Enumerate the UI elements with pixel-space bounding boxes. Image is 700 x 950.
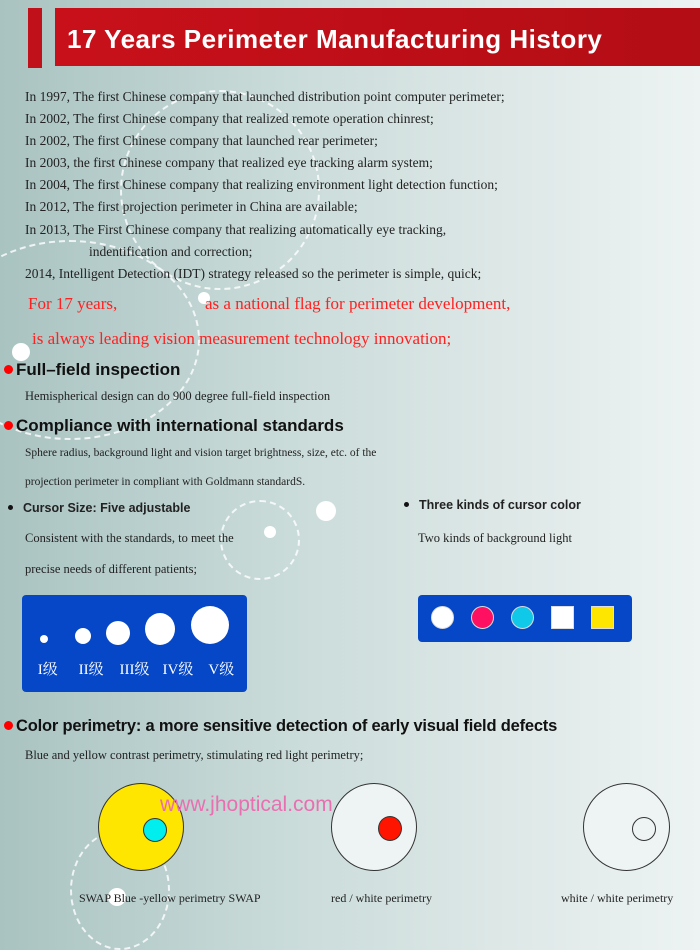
history-item: In 2013, The First Chinese company that realizing automatically eye tracking, bbox=[25, 222, 447, 237]
history-item: In 2012, The first projection perimeter in China are available; bbox=[25, 199, 358, 214]
section-text: projection perimeter in compliant with Goldmann standardS. bbox=[25, 476, 306, 488]
round-color-swatch bbox=[431, 606, 454, 629]
history-item: In 1997, The first Chinese company that launched distribution point computer perimeter; bbox=[25, 89, 505, 104]
square-color-swatch bbox=[551, 606, 574, 629]
diagram-caption: white / white perimetry bbox=[561, 891, 674, 905]
history-item: In 2003, the first Chinese company that realized eye tracking alarm system; bbox=[25, 155, 433, 170]
section-text: Blue and yellow contrast perimetry, stimulating red light perimetry; bbox=[25, 748, 364, 762]
section-heading-full-field bbox=[4, 360, 180, 380]
red-white-diagram bbox=[331, 783, 417, 871]
level-label: V级 bbox=[208, 662, 235, 678]
history-item: indentification and correction; bbox=[89, 244, 253, 259]
heading-text: Compliance with international standards bbox=[16, 416, 344, 435]
page-title: 17 Years Perimeter Manufacturing History bbox=[55, 8, 700, 66]
heading-text: Color perimetry: a more sensitive detection of early visual field defects bbox=[16, 717, 558, 735]
section-text: Consistent with the standards, to meet the bbox=[25, 531, 234, 545]
history-item: In 2002, The first Chinese company that launched rear perimeter; bbox=[25, 133, 378, 148]
cursor-level-3 bbox=[106, 621, 130, 645]
white-target bbox=[632, 817, 656, 841]
cursor-color-heading bbox=[404, 498, 581, 513]
bullet-icon bbox=[404, 502, 409, 507]
cursor-size-panel bbox=[22, 595, 247, 692]
level-label: II级 bbox=[78, 662, 104, 678]
level-label: I级 bbox=[37, 662, 58, 678]
level-labels bbox=[26, 659, 243, 681]
bullet-icon bbox=[4, 421, 13, 430]
section-text: Two kinds of background light bbox=[418, 531, 572, 545]
slogan-line: as a national flag for perimeter development, bbox=[205, 294, 511, 313]
round-color-swatch bbox=[511, 606, 534, 629]
cursor-size-heading bbox=[8, 501, 190, 516]
blue-target bbox=[143, 818, 167, 842]
bullet-icon bbox=[8, 505, 13, 510]
diagram-caption: red / white perimetry bbox=[331, 891, 432, 905]
cursor-level-4 bbox=[145, 613, 175, 645]
history-item: In 2004, The first Chinese company that realizing environment light detection function; bbox=[25, 177, 498, 192]
cursor-level-5 bbox=[191, 606, 229, 644]
section-text: precise needs of different patients; bbox=[25, 562, 197, 576]
watermark: www.jhoptical.com bbox=[160, 793, 333, 816]
section-heading-compliance bbox=[4, 416, 344, 436]
red-target bbox=[378, 816, 402, 841]
heading-text: Full–field inspection bbox=[16, 360, 181, 379]
heading-text: Cursor Size: Five adjustable bbox=[23, 501, 191, 515]
level-label: IV级 bbox=[162, 662, 194, 678]
bullet-icon bbox=[4, 365, 13, 374]
title-accent-bar bbox=[28, 8, 42, 68]
section-text: Sphere radius, background light and vision target brightness, size, etc. of the bbox=[25, 447, 377, 459]
level-label: III级 bbox=[119, 662, 150, 678]
slogan-line: is always leading vision measurement technology innovation; bbox=[32, 329, 452, 348]
round-color-swatch bbox=[471, 606, 494, 629]
heading-text: Three kinds of cursor color bbox=[419, 498, 581, 512]
history-item: In 2002, The first Chinese company that realized remote operation chinrest; bbox=[25, 111, 434, 126]
cursor-color-panel bbox=[418, 595, 632, 642]
white-white-diagram bbox=[583, 783, 670, 871]
diagram-caption: SWAP Blue -yellow perimetry SWAP bbox=[79, 891, 261, 905]
section-text: Hemispherical design can do 900 degree full-field inspection bbox=[25, 389, 331, 403]
history-item: 2014, Intelligent Detection (IDT) strategy released so the perimeter is simple, quick; bbox=[25, 266, 482, 281]
bullet-icon bbox=[4, 721, 13, 730]
slogan-line: For 17 years, bbox=[28, 294, 118, 313]
cursor-level-1 bbox=[40, 635, 48, 643]
square-color-swatch bbox=[591, 606, 614, 629]
section-heading-color-perimetry bbox=[4, 716, 557, 736]
cursor-level-2 bbox=[75, 628, 91, 644]
